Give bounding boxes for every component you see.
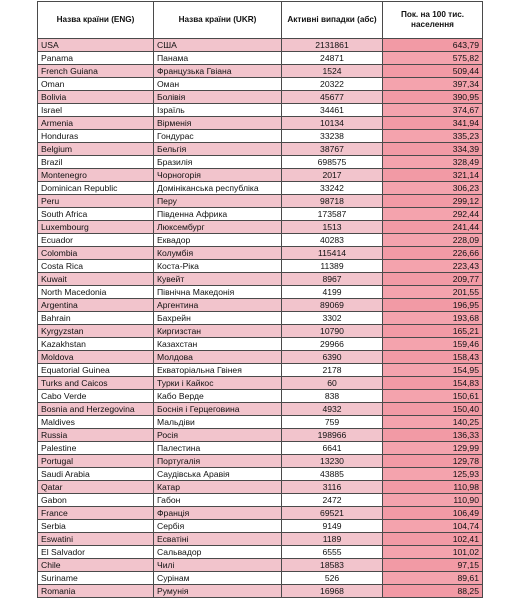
cell-country-ukr: Гондурас bbox=[154, 130, 282, 143]
table-row bbox=[38, 195, 483, 208]
cell-active-cases: 24871 bbox=[282, 52, 383, 65]
cell-active-cases: 2472 bbox=[282, 494, 383, 507]
cell-active-cases: 526 bbox=[282, 572, 383, 585]
cell-active-cases: 10134 bbox=[282, 117, 383, 130]
cell-active-cases: 3116 bbox=[282, 481, 383, 494]
cell-active-cases: 40283 bbox=[282, 234, 383, 247]
table-row bbox=[38, 429, 483, 442]
cell-country-ukr: Оман bbox=[154, 78, 282, 91]
cell-rate-per-100k: 102,41 bbox=[383, 533, 483, 546]
cell-active-cases: 98718 bbox=[282, 195, 383, 208]
cell-country-eng: Armenia bbox=[38, 117, 154, 130]
cell-country-eng: Gabon bbox=[38, 494, 154, 507]
cell-country-ukr: Габон bbox=[154, 494, 282, 507]
cell-active-cases: 10790 bbox=[282, 325, 383, 338]
table-row bbox=[38, 494, 483, 507]
cell-country-eng: Saudi Arabia bbox=[38, 468, 154, 481]
cell-active-cases: 6555 bbox=[282, 546, 383, 559]
cell-country-ukr: Росія bbox=[154, 429, 282, 442]
cell-country-eng: Moldova bbox=[38, 351, 154, 364]
table-row bbox=[38, 52, 483, 65]
table-row bbox=[38, 234, 483, 247]
cell-active-cases: 4199 bbox=[282, 286, 383, 299]
cell-active-cases: 698575 bbox=[282, 156, 383, 169]
table-row bbox=[38, 585, 483, 598]
cell-country-ukr: Сербія bbox=[154, 520, 282, 533]
table-row bbox=[38, 546, 483, 559]
cell-rate-per-100k: 241,44 bbox=[383, 221, 483, 234]
cell-country-ukr: Колумбія bbox=[154, 247, 282, 260]
cell-rate-per-100k: 106,49 bbox=[383, 507, 483, 520]
cell-active-cases: 2178 bbox=[282, 364, 383, 377]
table-row bbox=[38, 338, 483, 351]
table-row bbox=[38, 403, 483, 416]
cell-rate-per-100k: 110,90 bbox=[383, 494, 483, 507]
table-header bbox=[38, 2, 483, 39]
cell-rate-per-100k: 101,02 bbox=[383, 546, 483, 559]
cell-active-cases: 173587 bbox=[282, 208, 383, 221]
cell-rate-per-100k: 335,23 bbox=[383, 130, 483, 143]
cell-rate-per-100k: 321,14 bbox=[383, 169, 483, 182]
cell-country-eng: Israel bbox=[38, 104, 154, 117]
table-row bbox=[38, 104, 483, 117]
cell-rate-per-100k: 374,67 bbox=[383, 104, 483, 117]
cell-rate-per-100k: 509,44 bbox=[383, 65, 483, 78]
cell-active-cases: 6390 bbox=[282, 351, 383, 364]
cell-active-cases: 16968 bbox=[282, 585, 383, 598]
cell-country-ukr: США bbox=[154, 39, 282, 52]
cell-country-eng: Kuwait bbox=[38, 273, 154, 286]
table-row bbox=[38, 416, 483, 429]
cell-country-eng: Luxembourg bbox=[38, 221, 154, 234]
table-row bbox=[38, 390, 483, 403]
cell-country-eng: Brazil bbox=[38, 156, 154, 169]
cell-country-eng: Argentina bbox=[38, 299, 154, 312]
cell-active-cases: 6641 bbox=[282, 442, 383, 455]
cell-rate-per-100k: 209,77 bbox=[383, 273, 483, 286]
cell-country-ukr: Чорногорія bbox=[154, 169, 282, 182]
cell-country-ukr: Кувейт bbox=[154, 273, 282, 286]
cell-country-ukr: Північна Македонія bbox=[154, 286, 282, 299]
cell-active-cases: 38767 bbox=[282, 143, 383, 156]
cell-country-eng: El Salvador bbox=[38, 546, 154, 559]
cell-rate-per-100k: 196,95 bbox=[383, 299, 483, 312]
table-row bbox=[38, 182, 483, 195]
cell-country-eng: Kazakhstan bbox=[38, 338, 154, 351]
header-rate-per-100k: Пок. на 100 тис. населення bbox=[383, 2, 483, 39]
cell-country-ukr: Еквадор bbox=[154, 234, 282, 247]
cell-country-ukr: Панама bbox=[154, 52, 282, 65]
cell-country-eng: Montenegro bbox=[38, 169, 154, 182]
cell-country-ukr: Сурінам bbox=[154, 572, 282, 585]
cell-country-ukr: Катар bbox=[154, 481, 282, 494]
cell-rate-per-100k: 643,79 bbox=[383, 39, 483, 52]
cell-country-ukr: Кабо Верде bbox=[154, 390, 282, 403]
cell-rate-per-100k: 228,09 bbox=[383, 234, 483, 247]
cell-rate-per-100k: 104,74 bbox=[383, 520, 483, 533]
cell-active-cases: 18583 bbox=[282, 559, 383, 572]
cell-country-ukr: Боснія і Герцеговина bbox=[154, 403, 282, 416]
table-row bbox=[38, 221, 483, 234]
table-row bbox=[38, 520, 483, 533]
cell-country-eng: Kyrgyzstan bbox=[38, 325, 154, 338]
cell-country-eng: South Africa bbox=[38, 208, 154, 221]
table-row bbox=[38, 208, 483, 221]
table-row bbox=[38, 260, 483, 273]
cell-country-eng: Cabo Verde bbox=[38, 390, 154, 403]
table-row bbox=[38, 455, 483, 468]
cell-country-eng: Russia bbox=[38, 429, 154, 442]
cell-active-cases: 1513 bbox=[282, 221, 383, 234]
cell-active-cases: 198966 bbox=[282, 429, 383, 442]
table-body bbox=[38, 39, 483, 598]
cell-active-cases: 115414 bbox=[282, 247, 383, 260]
cell-country-ukr: Домініканська республіка bbox=[154, 182, 282, 195]
cell-rate-per-100k: 88,25 bbox=[383, 585, 483, 598]
table-row bbox=[38, 351, 483, 364]
table-row bbox=[38, 533, 483, 546]
cell-country-ukr: Аргентина bbox=[154, 299, 282, 312]
cell-rate-per-100k: 89,61 bbox=[383, 572, 483, 585]
cell-country-ukr: Південна Африка bbox=[154, 208, 282, 221]
table-row bbox=[38, 65, 483, 78]
cell-rate-per-100k: 158,43 bbox=[383, 351, 483, 364]
header-country-eng: Назва країни (ENG) bbox=[38, 2, 154, 39]
cell-country-ukr: Франція bbox=[154, 507, 282, 520]
table-row bbox=[38, 572, 483, 585]
table-row bbox=[38, 39, 483, 52]
cell-active-cases: 34461 bbox=[282, 104, 383, 117]
cell-country-ukr: Казахстан bbox=[154, 338, 282, 351]
cell-rate-per-100k: 193,68 bbox=[383, 312, 483, 325]
cell-country-eng: French Guiana bbox=[38, 65, 154, 78]
cell-rate-per-100k: 226,66 bbox=[383, 247, 483, 260]
cell-country-eng: Maldives bbox=[38, 416, 154, 429]
cell-active-cases: 759 bbox=[282, 416, 383, 429]
cell-country-ukr: Сальвадор bbox=[154, 546, 282, 559]
cell-country-ukr: Бахрейн bbox=[154, 312, 282, 325]
cell-country-eng: Dominican Republic bbox=[38, 182, 154, 195]
cell-country-ukr: Мальдіви bbox=[154, 416, 282, 429]
table-row bbox=[38, 559, 483, 572]
cell-rate-per-100k: 159,46 bbox=[383, 338, 483, 351]
cell-country-ukr: Ізраїль bbox=[154, 104, 282, 117]
cell-country-eng: Oman bbox=[38, 78, 154, 91]
cell-country-ukr: Саудівська Аравія bbox=[154, 468, 282, 481]
cell-rate-per-100k: 150,61 bbox=[383, 390, 483, 403]
cell-rate-per-100k: 97,15 bbox=[383, 559, 483, 572]
cell-rate-per-100k: 306,23 bbox=[383, 182, 483, 195]
cell-rate-per-100k: 140,25 bbox=[383, 416, 483, 429]
cell-rate-per-100k: 129,99 bbox=[383, 442, 483, 455]
table-row bbox=[38, 273, 483, 286]
cell-active-cases: 89069 bbox=[282, 299, 383, 312]
cell-rate-per-100k: 129,78 bbox=[383, 455, 483, 468]
cell-rate-per-100k: 125,93 bbox=[383, 468, 483, 481]
cell-country-eng: Panama bbox=[38, 52, 154, 65]
cell-country-ukr: Люксембург bbox=[154, 221, 282, 234]
cell-country-eng: Bosnia and Herzegovina bbox=[38, 403, 154, 416]
table-row bbox=[38, 377, 483, 390]
cell-country-eng: Belgium bbox=[38, 143, 154, 156]
table-row bbox=[38, 156, 483, 169]
cell-country-eng: Costa Rica bbox=[38, 260, 154, 273]
cell-rate-per-100k: 292,44 bbox=[383, 208, 483, 221]
cell-rate-per-100k: 110,98 bbox=[383, 481, 483, 494]
cell-country-eng: North Macedonia bbox=[38, 286, 154, 299]
cell-rate-per-100k: 575,82 bbox=[383, 52, 483, 65]
cell-active-cases: 33238 bbox=[282, 130, 383, 143]
cell-rate-per-100k: 299,12 bbox=[383, 195, 483, 208]
cell-country-eng: Bahrain bbox=[38, 312, 154, 325]
cell-country-eng: Suriname bbox=[38, 572, 154, 585]
table-row bbox=[38, 312, 483, 325]
header-row bbox=[38, 2, 483, 39]
cell-country-eng: Romania bbox=[38, 585, 154, 598]
cell-country-eng: Turks and Caicos bbox=[38, 377, 154, 390]
cell-active-cases: 838 bbox=[282, 390, 383, 403]
cell-country-eng: Bolivia bbox=[38, 91, 154, 104]
table-row bbox=[38, 130, 483, 143]
cell-country-ukr: Бельгія bbox=[154, 143, 282, 156]
cell-country-eng: Honduras bbox=[38, 130, 154, 143]
cell-active-cases: 20322 bbox=[282, 78, 383, 91]
cell-country-ukr: Румунія bbox=[154, 585, 282, 598]
cell-active-cases: 60 bbox=[282, 377, 383, 390]
cell-active-cases: 2017 bbox=[282, 169, 383, 182]
cell-rate-per-100k: 201,55 bbox=[383, 286, 483, 299]
table-row bbox=[38, 91, 483, 104]
cell-active-cases: 43885 bbox=[282, 468, 383, 481]
cell-country-ukr: Турки і Кайкос bbox=[154, 377, 282, 390]
cell-country-ukr: Есватіні bbox=[154, 533, 282, 546]
cell-active-cases: 2131861 bbox=[282, 39, 383, 52]
cell-country-ukr: Коста-Ріка bbox=[154, 260, 282, 273]
active-cases-table bbox=[37, 1, 483, 598]
cell-rate-per-100k: 328,49 bbox=[383, 156, 483, 169]
cell-rate-per-100k: 390,95 bbox=[383, 91, 483, 104]
cell-active-cases: 45677 bbox=[282, 91, 383, 104]
cell-active-cases: 8967 bbox=[282, 273, 383, 286]
cell-country-ukr: Чилі bbox=[154, 559, 282, 572]
cell-active-cases: 33242 bbox=[282, 182, 383, 195]
cell-active-cases: 1524 bbox=[282, 65, 383, 78]
table-row bbox=[38, 468, 483, 481]
cell-active-cases: 1189 bbox=[282, 533, 383, 546]
cell-country-ukr: Молдова bbox=[154, 351, 282, 364]
table-row bbox=[38, 364, 483, 377]
table-row bbox=[38, 507, 483, 520]
cell-country-eng: Palestine bbox=[38, 442, 154, 455]
cell-country-ukr: Болівія bbox=[154, 91, 282, 104]
cell-country-ukr: Бразилія bbox=[154, 156, 282, 169]
cell-rate-per-100k: 334,39 bbox=[383, 143, 483, 156]
table-row bbox=[38, 286, 483, 299]
table-row bbox=[38, 247, 483, 260]
cell-active-cases: 69521 bbox=[282, 507, 383, 520]
cell-country-eng: Colombia bbox=[38, 247, 154, 260]
cell-rate-per-100k: 154,83 bbox=[383, 377, 483, 390]
table-row bbox=[38, 481, 483, 494]
cell-active-cases: 9149 bbox=[282, 520, 383, 533]
cell-rate-per-100k: 150,40 bbox=[383, 403, 483, 416]
header-active-cases: Активні випадки (абс) bbox=[282, 2, 383, 39]
cell-country-eng: Portugal bbox=[38, 455, 154, 468]
cell-active-cases: 11389 bbox=[282, 260, 383, 273]
header-country-ukr: Назва країни (UKR) bbox=[154, 2, 282, 39]
cell-rate-per-100k: 154,95 bbox=[383, 364, 483, 377]
cell-country-ukr: Перу bbox=[154, 195, 282, 208]
cell-country-ukr: Палестина bbox=[154, 442, 282, 455]
table-row bbox=[38, 169, 483, 182]
cell-country-eng: France bbox=[38, 507, 154, 520]
cell-country-eng: Ecuador bbox=[38, 234, 154, 247]
cell-active-cases: 4932 bbox=[282, 403, 383, 416]
cell-country-ukr: Екваторіальна Гвінея bbox=[154, 364, 282, 377]
cell-rate-per-100k: 136,33 bbox=[383, 429, 483, 442]
cell-country-ukr: Португалія bbox=[154, 455, 282, 468]
table-row bbox=[38, 78, 483, 91]
table-row bbox=[38, 117, 483, 130]
cell-rate-per-100k: 397,34 bbox=[383, 78, 483, 91]
cell-rate-per-100k: 165,21 bbox=[383, 325, 483, 338]
cell-active-cases: 3302 bbox=[282, 312, 383, 325]
cell-active-cases: 13230 bbox=[282, 455, 383, 468]
cell-rate-per-100k: 223,43 bbox=[383, 260, 483, 273]
cell-country-eng: Peru bbox=[38, 195, 154, 208]
table-row bbox=[38, 325, 483, 338]
cell-country-eng: Chile bbox=[38, 559, 154, 572]
table-row bbox=[38, 442, 483, 455]
cell-country-ukr: Киргизстан bbox=[154, 325, 282, 338]
cell-country-eng: Equatorial Guinea bbox=[38, 364, 154, 377]
cell-rate-per-100k: 341,94 bbox=[383, 117, 483, 130]
cell-country-ukr: Французька Гвіана bbox=[154, 65, 282, 78]
table-row bbox=[38, 299, 483, 312]
cell-country-ukr: Вірменія bbox=[154, 117, 282, 130]
cell-country-eng: Serbia bbox=[38, 520, 154, 533]
table-row bbox=[38, 143, 483, 156]
cell-country-eng: Eswatini bbox=[38, 533, 154, 546]
cell-active-cases: 29966 bbox=[282, 338, 383, 351]
cell-country-eng: Qatar bbox=[38, 481, 154, 494]
cell-country-eng: USA bbox=[38, 39, 154, 52]
